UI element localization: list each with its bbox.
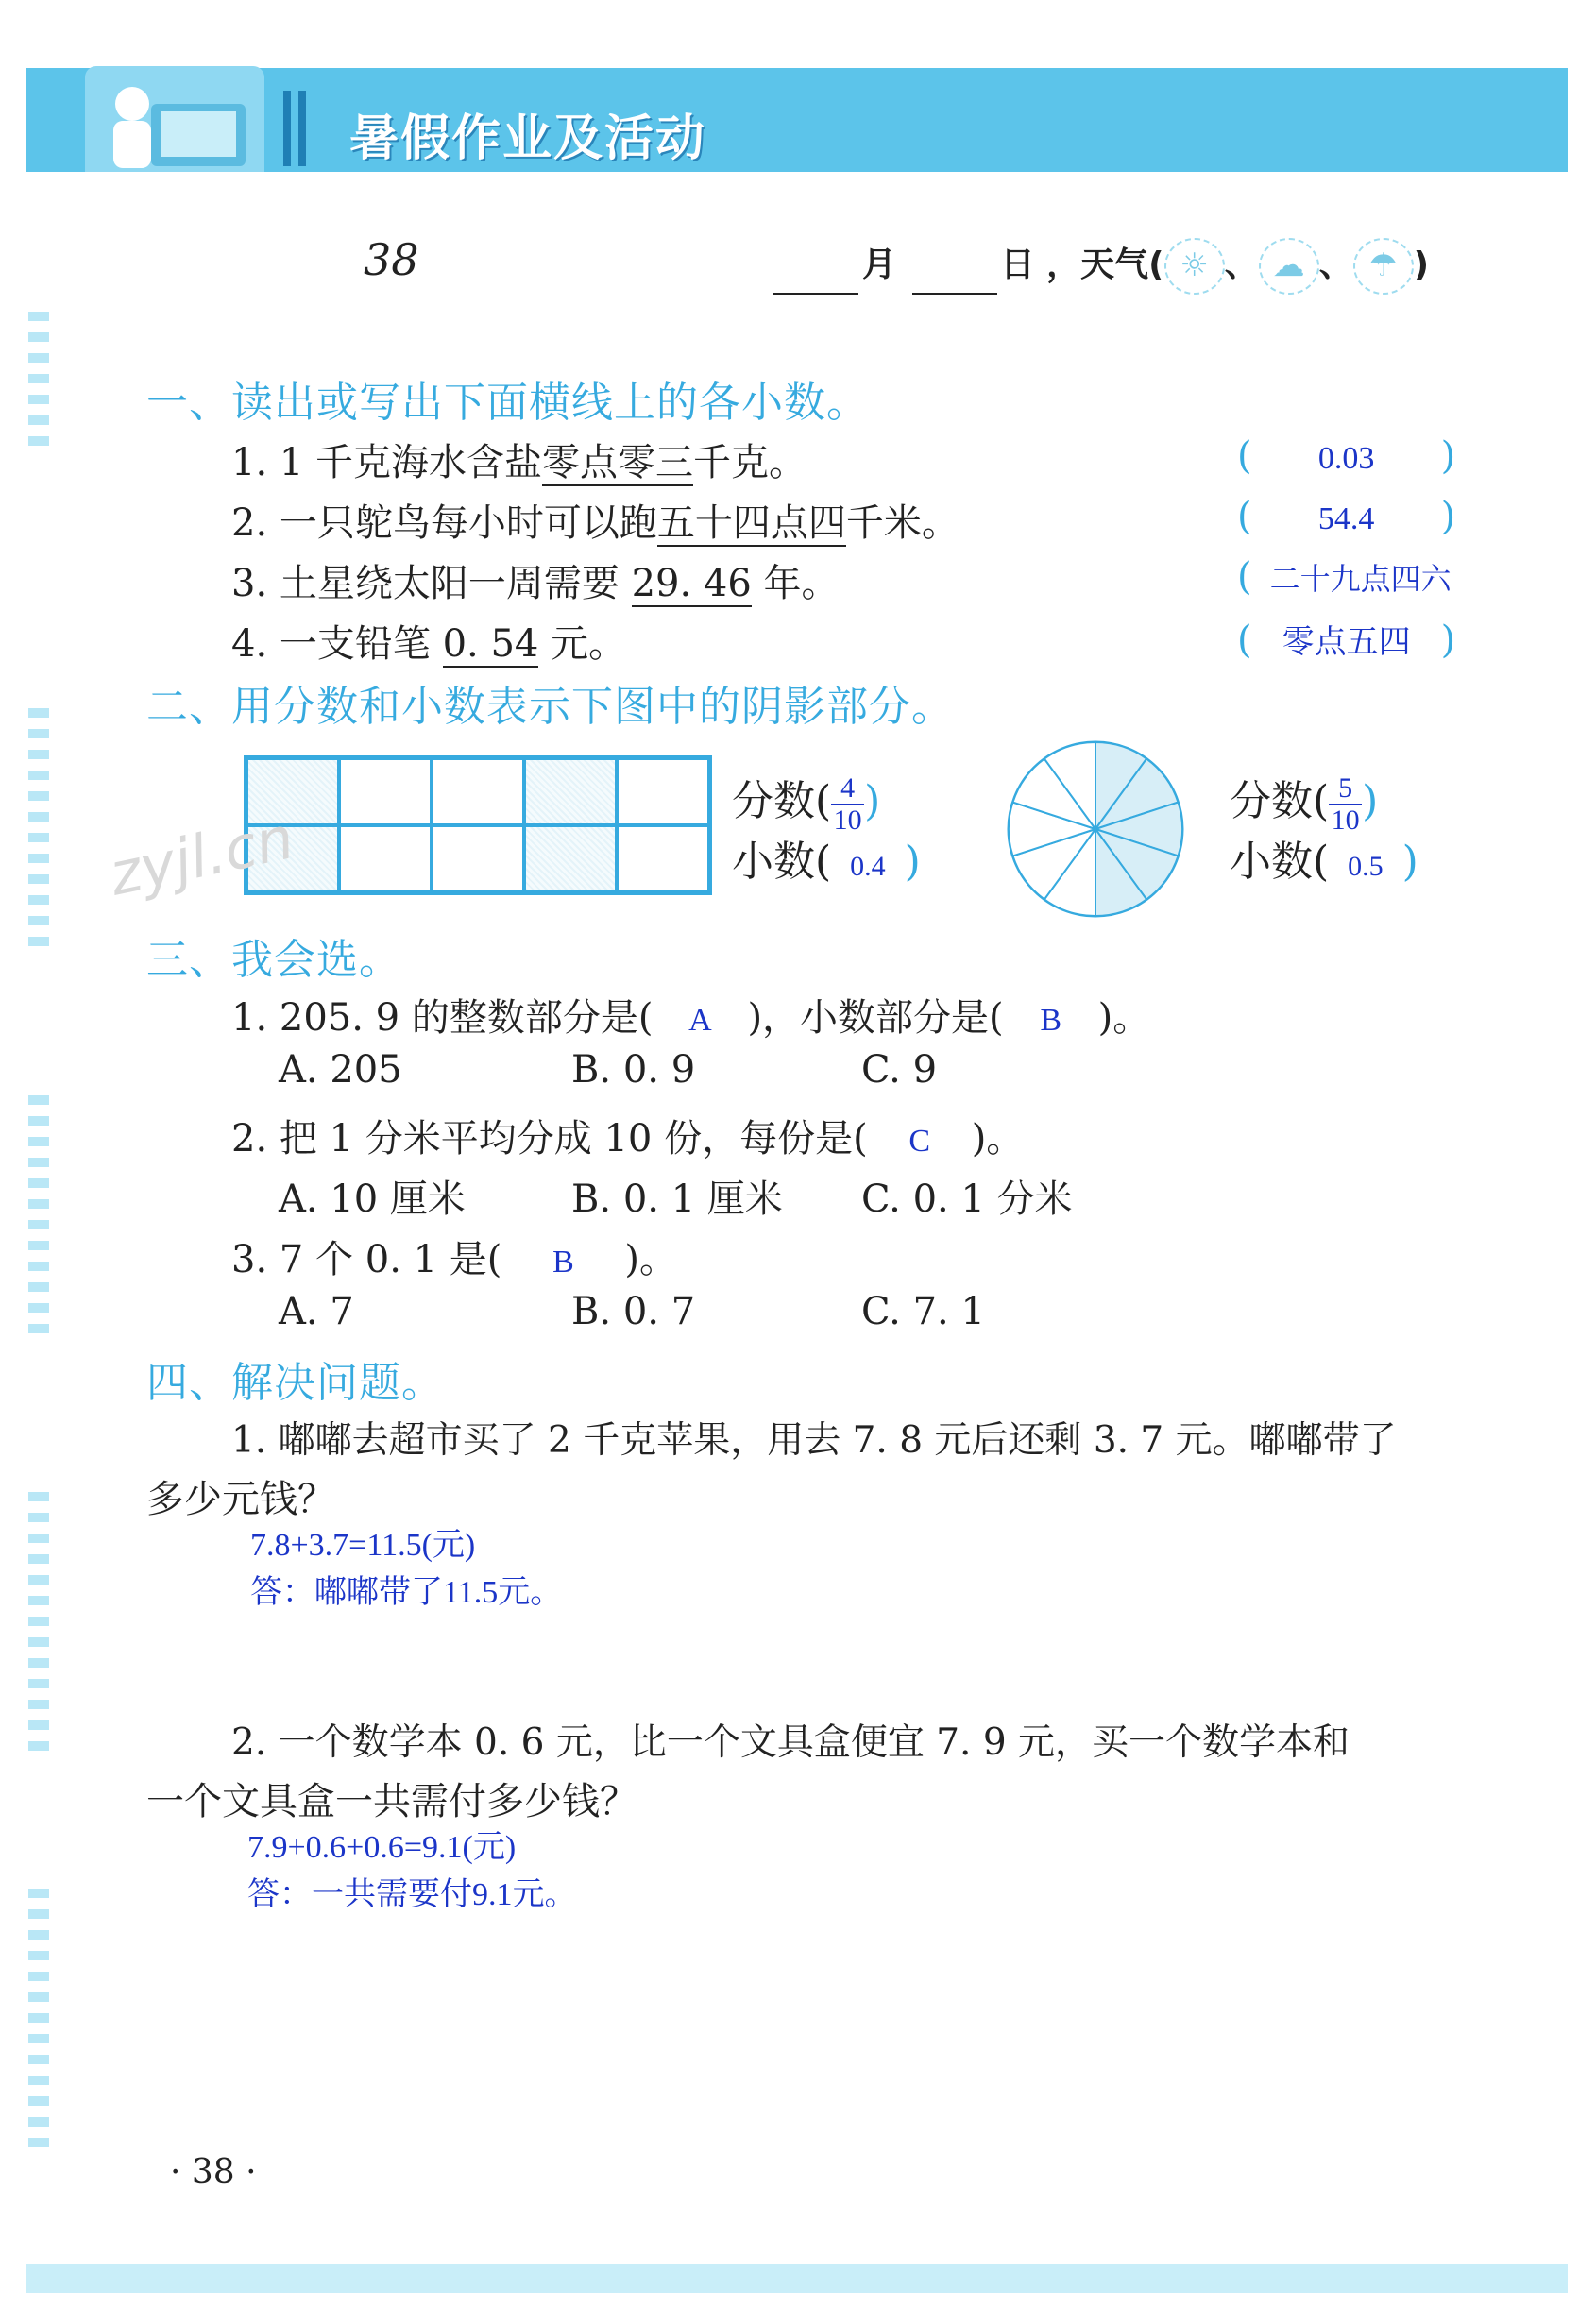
s3-q3-option-a: A. 7	[279, 1290, 354, 1333]
s1-answer-1: ( 0.03 )	[1237, 434, 1456, 478]
s3-q1-option-a: A. 205	[279, 1048, 402, 1092]
weather-close: )	[1413, 246, 1430, 284]
weather-label: ，天气(	[1046, 246, 1164, 284]
fig2-decimal: 小数( 0.5 )	[1230, 838, 1418, 886]
s3-q3-option-c: C. 7. 1	[861, 1290, 985, 1333]
s3-question-3: 3. 7 个 0. 1 是( B )。	[231, 1238, 678, 1281]
fig1-fraction-value: $\frac{4}{10}$	[831, 773, 864, 836]
sun-icon: ☼	[1164, 238, 1225, 295]
s3-q2-option-b: B. 0. 1 厘米	[571, 1178, 783, 1221]
s3-q1-option-b: B. 0. 9	[571, 1048, 696, 1092]
day-blank	[912, 264, 997, 295]
s1-question-2: 2. 一只鸵鸟每小时可以跑五十四点四千米。	[231, 501, 959, 545]
section-2-title: 二、用分数和小数表示下图中的阴影部分。	[146, 683, 954, 731]
side-decoration	[28, 1492, 49, 1762]
s1-question-1: 1. 1 千克海水含盐零点零三千克。	[231, 441, 807, 484]
cloud-icon: ☁	[1259, 238, 1319, 295]
date-weather-line	[770, 238, 1429, 295]
side-decoration	[28, 312, 49, 457]
day-label: 日	[1000, 246, 1035, 284]
s4-problem-2-answer: 答：一共需要付9.1元。	[247, 1877, 577, 1912]
grid-cell	[432, 758, 524, 825]
s3-question-1: 1. 205. 9 的整数部分是( A )，小数部分是( B )。	[231, 996, 1151, 1040]
s4-problem-2-line-2: 一个文具盒一共需付多少钱？	[146, 1780, 637, 1823]
fig1-fraction: 分数( $\frac{4}{10}$)	[732, 771, 881, 836]
section-1-title: 一、读出或写出下面横线上的各小数。	[146, 379, 869, 427]
side-decoration	[28, 1889, 49, 2159]
grid-cell	[432, 825, 524, 892]
side-decoration	[28, 708, 49, 958]
grid-cell	[617, 758, 709, 825]
s1-answer-4: ( 零点五四 )	[1237, 619, 1456, 662]
section-4-title: 四、解决问题。	[146, 1359, 444, 1407]
s4-problem-1-line-1: 1. 嘟嘟去超市买了 2 千克苹果，用去 7. 8 元后还剩 3. 7 元。嘟嘟带了	[231, 1419, 1397, 1462]
watermark: zyjl.cn	[103, 803, 300, 909]
circle-figure	[1003, 737, 1188, 922]
s1-question-4: 4. 一支铅笔 0. 54 元。	[231, 622, 627, 666]
grid-cell-shaded	[524, 825, 617, 892]
month-blank	[773, 264, 858, 295]
side-decoration	[28, 1095, 49, 1345]
rect-figure	[244, 755, 712, 895]
s3-q2-option-a: A. 10 厘米	[279, 1178, 466, 1221]
s3-q1-option-c: C. 9	[861, 1048, 938, 1092]
s1-question-3: 3. 土星绕太阳一周需要 29. 46 年。	[231, 562, 840, 605]
s4-problem-1-line-2: 多少元钱？	[146, 1478, 335, 1521]
s4-problem-1-answer: 答：嘟嘟带了11.5元。	[250, 1575, 563, 1610]
page-number: · 38 ·	[170, 2153, 257, 2192]
grid-cell-shaded	[524, 758, 617, 825]
s4-problem-2-line-1: 2. 一个数学本 0. 6 元，比一个文具盒便宜 7. 9 元，买一个数学本和	[231, 1721, 1350, 1764]
footer-bar	[26, 2264, 1568, 2293]
page-title: 暑假作业及活动	[349, 110, 707, 167]
rain-icon: ☂	[1353, 238, 1414, 295]
s3-q2-option-c: C. 0. 1 分米	[861, 1178, 1073, 1221]
header-illustration	[85, 66, 264, 172]
s1-answer-2: ( 54.4 )	[1237, 495, 1456, 538]
grid-cell	[617, 825, 709, 892]
fig1-decimal: 小数( 0.4 )	[732, 838, 921, 886]
separator: 、	[1224, 246, 1259, 284]
s1-answer-3: ( 二十九点四六	[1237, 555, 1452, 599]
separator: 、	[1318, 246, 1353, 284]
grid-cell	[339, 758, 432, 825]
section-3-title: 三、我会选。	[146, 936, 401, 984]
s3-q3-option-b: B. 0. 7	[571, 1290, 696, 1333]
s3-question-2: 2. 把 1 分米平均分成 10 份，每份是( C )。	[231, 1117, 1025, 1161]
month-label: 月	[862, 246, 897, 284]
fig2-fraction: 分数( $\frac{5}{10}$)	[1230, 771, 1379, 836]
s4-problem-1-work: 7.8+3.7=11.5(元)	[250, 1528, 476, 1563]
fig2-fraction-value: $\frac{5}{10}$	[1329, 773, 1362, 836]
grid-cell	[339, 825, 432, 892]
day-number: 38	[364, 234, 419, 285]
s4-problem-2-work: 7.9+0.6+0.6=9.1(元)	[247, 1830, 517, 1865]
header-bars	[283, 91, 321, 166]
